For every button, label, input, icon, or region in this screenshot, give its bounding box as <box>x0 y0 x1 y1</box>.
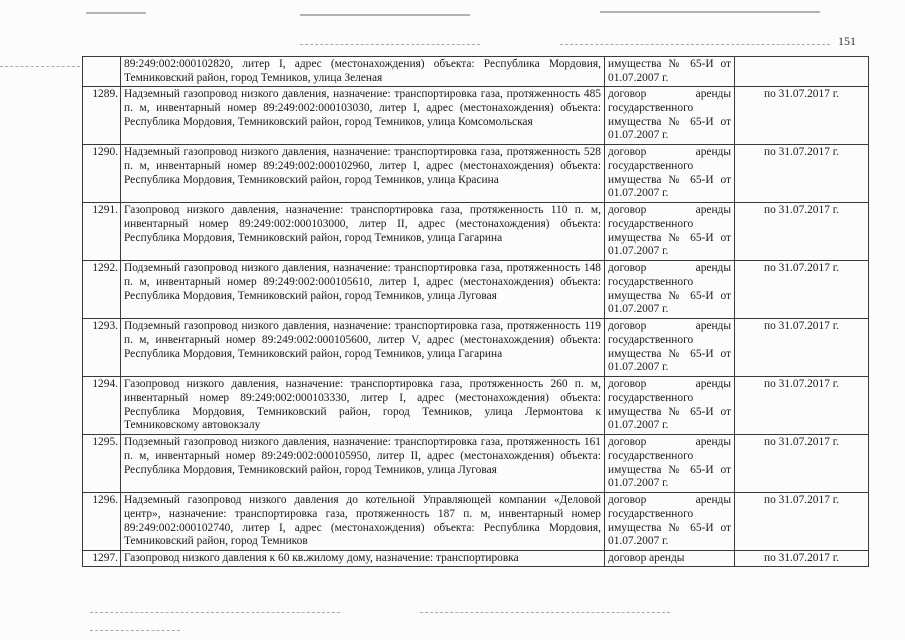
page-number: 151 <box>838 34 856 48</box>
object-description: Надземный газопровод низкого давления до котельной Управляющей компании «Деловой центр», назначение: транспортировка газа, протяженность 187 п. м, инвентарный номер 89:249:002:000102740, литер I, адрес (местонахождения) объекта: Республика Мордовия, Темниковский район, город Темников <box>121 493 605 551</box>
table-row <box>83 377 869 435</box>
legal-basis: договор аренды государственного имущества № 65-И от 01.07.2007 г. <box>605 145 735 203</box>
term <box>735 57 869 87</box>
row-number: 1296. <box>83 493 121 551</box>
term: по 31.07.2017 г. <box>735 203 869 261</box>
table-row <box>83 261 869 319</box>
row-number: 1294. <box>83 377 121 435</box>
row-number: 1293. <box>83 319 121 377</box>
legal-basis: договор аренды государственного имущества № 65-И от 01.07.2007 г. <box>605 261 735 319</box>
scan-artifact-top-left <box>86 12 146 14</box>
object-description: Подземный газопровод низкого давления, назначение: транспортировка газа, протяженность 119 п. м, инвентарный номер 89:249:002:000105600, литер V, адрес (местонахождения) объекта: Республика Мордовия, Темниковский район, город Темников, улица Гагарина <box>121 319 605 377</box>
row-number: 1290. <box>83 145 121 203</box>
object-description: Газопровод низкого давления, назначение: транспортировка газа, протяженность 260 п. м, инвентарный номер 89:249:002:000103330, литер I, адрес (местонахождения) объекта: Республика Мордовия, Темниковский район, город Темников, улица Лермонтова к Темниковскому автовокзалу <box>121 377 605 435</box>
term: по 31.07.2017 г. <box>735 319 869 377</box>
row-number: 1291. <box>83 203 121 261</box>
term: по 31.07.2017 г. <box>735 493 869 551</box>
table-row <box>83 435 869 493</box>
object-description: Газопровод низкого давления к 60 кв.жилому дому, назначение: транспортировка <box>121 551 605 567</box>
table-row <box>83 87 869 145</box>
legal-basis: договор аренды государственного имущества № 65-И от 01.07.2007 г. <box>605 87 735 145</box>
row-number: 1295. <box>83 435 121 493</box>
object-description: 89:249:002:000102820, литер I, адрес (местонахождения) объекта: Республика Мордовия, Темниковский район, город Темников, улица Зеленая <box>121 57 605 87</box>
table-row <box>83 57 869 87</box>
row-number: 1297. <box>83 551 121 567</box>
object-description: Надземный газопровод низкого давления, назначение: транспортировка газа, протяженность 528 п. м, инвентарный номер 89:249:002:000102960, литер I, адрес (местонахождения) объекта: Республика Мордовия, Темниковский район, город Темников, улица Красина <box>121 145 605 203</box>
table-row <box>83 493 869 551</box>
object-description: Подземный газопровод низкого давления, назначение: транспортировка газа, протяженность 161 п. м, инвентарный номер 89:249:002:000105950, литер II, адрес (местонахождения) объекта: Республика Мордовия, Темниковский район, город Темников, улица Луговая <box>121 435 605 493</box>
legal-basis: договор аренды государственного имущества № 65-И от 01.07.2007 г. <box>605 377 735 435</box>
term: по 31.07.2017 г. <box>735 551 869 567</box>
scan-artifact-top-center <box>300 14 470 16</box>
term: по 31.07.2017 г. <box>735 377 869 435</box>
scan-artifact-header-line-3 <box>560 44 830 45</box>
legal-basis: договор аренды государственного имущества № 65-И от 01.07.2007 г. <box>605 493 735 551</box>
scan-artifact-bottom-line-3 <box>90 630 180 631</box>
row-number: 1292. <box>83 261 121 319</box>
legal-basis: имущества № 65-И от 01.07.2007 г. <box>605 57 735 87</box>
term: по 31.07.2017 г. <box>735 261 869 319</box>
term: по 31.07.2017 г. <box>735 145 869 203</box>
term: по 31.07.2017 г. <box>735 87 869 145</box>
scan-artifact-top-right <box>600 11 820 13</box>
legal-basis: договор аренды государственного имущества № 65-И от 01.07.2007 г. <box>605 203 735 261</box>
table-row <box>83 203 869 261</box>
table-row <box>83 145 869 203</box>
term: по 31.07.2017 г. <box>735 435 869 493</box>
scan-artifact-header-line <box>0 66 80 67</box>
object-description: Газопровод низкого давления, назначение: транспортировка газа, протяженность 110 п. м, инвентарный номер 89:249:002:000103000, литер II, адрес (местонахождения) объекта: Республика Мордовия, Темниковский район, город Темников, улица Гагарина <box>121 203 605 261</box>
row-number <box>83 57 121 87</box>
table-row <box>83 551 869 567</box>
scan-artifact-bottom-line <box>90 612 340 613</box>
scan-artifact-bottom-line-2 <box>420 612 670 613</box>
legal-basis: договор аренды <box>605 551 735 567</box>
object-description: Надземный газопровод низкого давления, назначение: транспортировка газа, протяженность 485 п. м, инвентарный номер 89:249:002:000103030, литер I, адрес (местонахождения) объекта: Республика Мордовия, Темниковский район, город Темников, улица Комсомольская <box>121 87 605 145</box>
row-number: 1289. <box>83 87 121 145</box>
property-registry-table <box>82 56 869 567</box>
scan-artifact-header-line-2 <box>300 44 480 45</box>
legal-basis: договор аренды государственного имущества № 65-И от 01.07.2007 г. <box>605 319 735 377</box>
table-row <box>83 319 869 377</box>
legal-basis: договор аренды государственного имущества № 65-И от 01.07.2007 г. <box>605 435 735 493</box>
object-description: Подземный газопровод низкого давления, назначение: транспортировка газа, протяженность 148 п. м, инвентарный номер 89:249:002:000105610, литер I, адрес (местонахождения) объекта: Республика Мордовия, Темниковский район, город Темников, улица Луговая <box>121 261 605 319</box>
